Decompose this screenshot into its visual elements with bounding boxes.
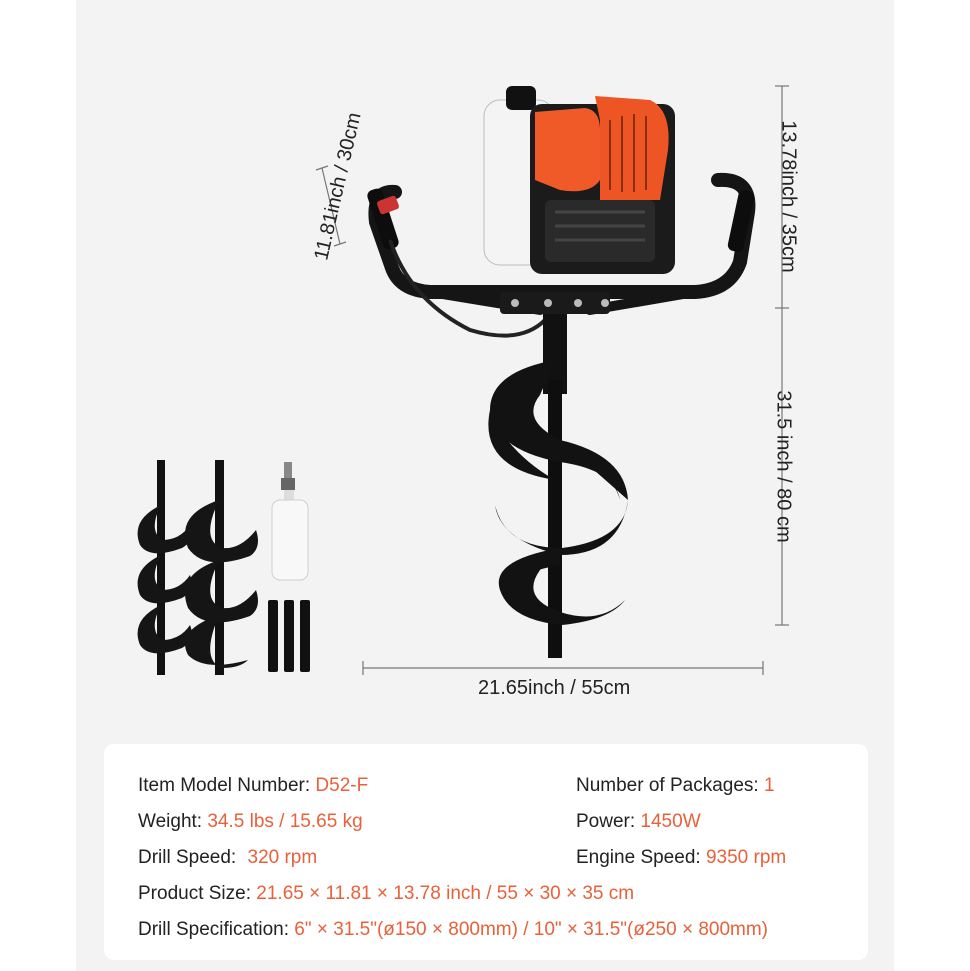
- spec-weight: [138, 811, 363, 833]
- spec-model-label: Item Model Number:: [138, 775, 316, 796]
- spec-model: [138, 775, 368, 797]
- spec-weight-value: 34.5 lbs / 15.65 kg: [207, 811, 363, 832]
- spec-drill-speed-label: Drill Speed:: [138, 847, 242, 868]
- spec-drill-specification-label: Drill Specification:: [138, 919, 295, 940]
- dimension-width: 21.65inch / 55cm: [478, 677, 631, 699]
- spec-engine-speed-label: Engine Speed:: [576, 847, 706, 868]
- spec-engine-speed-value: 9350 rpm: [705, 847, 787, 868]
- spec-packages: [576, 775, 775, 797]
- spec-product-size: [138, 883, 634, 905]
- spark-plug: [281, 462, 295, 490]
- dimension-height-top: 13.78inch / 35cm: [777, 120, 800, 273]
- spec-weight-label: Weight:: [138, 811, 208, 832]
- spec-power-value: 1450W: [640, 811, 701, 832]
- spec-drill-speed-value: 320 rpm: [247, 847, 318, 868]
- engine: [484, 86, 675, 274]
- spec-product-size-label: Product Size:: [138, 883, 257, 904]
- spec-model-value: D52-F: [315, 775, 369, 796]
- dimension-handle-height: 11.81inch / 30cm: [310, 110, 366, 263]
- large-auger-10in: [185, 460, 258, 675]
- spec-packages-value: 1: [763, 775, 775, 796]
- spec-power: [576, 811, 701, 833]
- spec-drill-specification-value: 6" × 31.5"(ø150 × 800mm) / 10" × 31.5"(ø250 × 800mm): [294, 919, 769, 940]
- spec-drill-specification: [138, 919, 768, 941]
- spec-packages-label: Number of Packages:: [576, 775, 764, 796]
- spec-engine-speed: [576, 847, 786, 869]
- small-auger-6in: [138, 460, 192, 675]
- spec-drill-speed: [138, 847, 317, 869]
- spec-power-label: Power:: [576, 811, 641, 832]
- dimension-height-bottom: 31.5 inch / 80 cm: [772, 390, 795, 543]
- fuel-bottle: [272, 490, 308, 580]
- extension-rods: [268, 600, 310, 672]
- spec-product-size-value: 21.65 × 11.81 × 13.78 inch / 55 × 30 × 35 cm: [256, 883, 635, 904]
